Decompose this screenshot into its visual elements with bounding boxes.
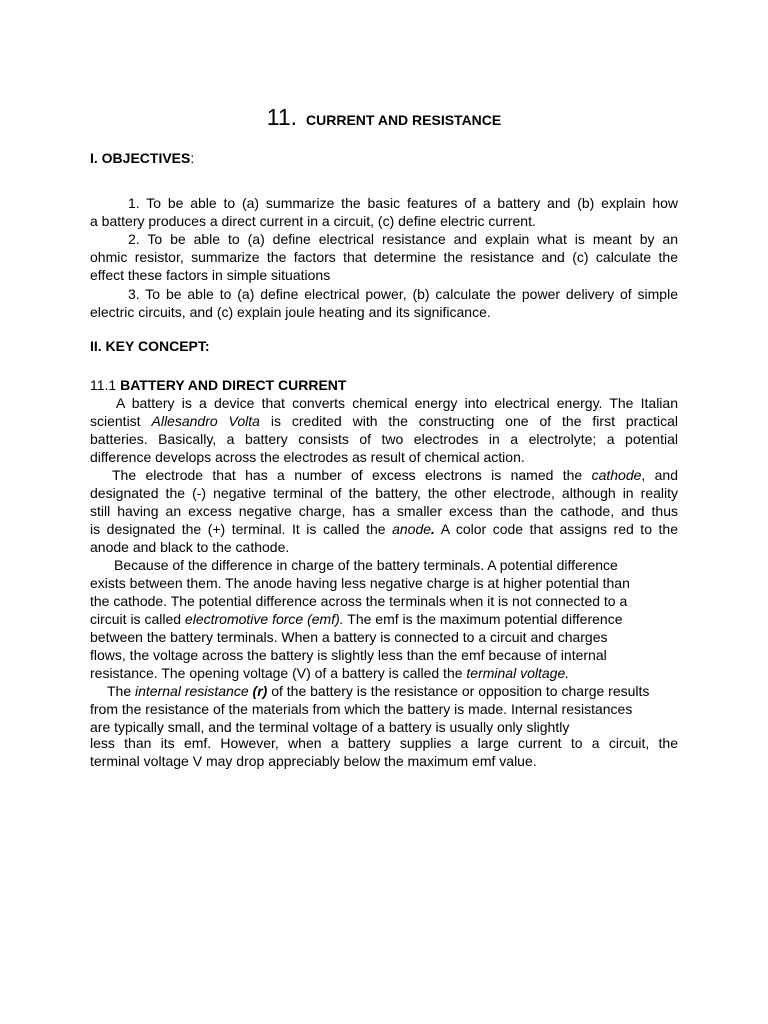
paragraph-line: is designated the (+) terminal. It is called the anode. A color code that assigns red to the	[90, 521, 678, 537]
paragraph-line: exists between them. The anode having less negative charge is at higher potential than	[90, 575, 630, 591]
paragraph-line: Because of the difference in charge of the battery terminals. A potential difference	[114, 557, 618, 573]
paragraph-line: difference develops across the electrodes as result of chemical action.	[90, 449, 525, 465]
objective-line: electric circuits, and (c) explain joule heating and its significance.	[90, 304, 491, 320]
paragraph-line: batteries. Basically, a battery consists of two electrodes in a electrolyte; a potential	[90, 431, 678, 447]
objective-line: a battery produces a direct current in a circuit, (c) define electric current.	[90, 213, 536, 229]
chapter-title-text: CURRENT AND RESISTANCE	[306, 112, 502, 128]
paragraph-line: designated the (-) negative terminal of the battery, the other electrode, although in reality	[90, 485, 678, 501]
chapter-number: 11.	[266, 104, 298, 130]
paragraph-line: anode and black to the cathode.	[90, 539, 290, 555]
paragraph-line: less than its emf. However, when a battery supplies a large current to a circuit, the	[90, 735, 678, 751]
objective-line: ohmic resistor, summarize the factors that determine the resistance and (c) calculate the	[90, 249, 678, 265]
chapter-title	[0, 104, 768, 131]
paragraph-line: still having an excess negative charge, has a smaller excess than the cathode, and thus	[90, 503, 678, 519]
section-heading: 11.1 BATTERY AND DIRECT CURRENT	[90, 377, 347, 393]
paragraph-line: circuit is called electromotive force (emf). The emf is the maximum potential difference	[90, 611, 623, 627]
paragraph-line: resistance. The opening voltage (V) of a battery is called the terminal voltage.	[90, 665, 570, 681]
paragraph-line: the cathode. The potential difference across the terminals when it is not connected to a	[90, 593, 628, 609]
paragraph-line: from the resistance of the materials from which the battery is made. Internal resistances	[90, 701, 633, 717]
paragraph-line: flows, the voltage across the battery is slightly less than the emf because of internal	[90, 647, 607, 663]
paragraph-line: scientist Allesandro Volta is credited with the constructing one of the first practical	[90, 413, 679, 429]
paragraph-line: The internal resistance (r) of the battery is the resistance or opposition to charge results	[107, 683, 650, 699]
paragraph-line: between the battery terminals. When a battery is connected to a circuit and charges	[90, 629, 608, 645]
paragraph-line: terminal voltage V may drop appreciably below the maximum emf value.	[90, 753, 537, 769]
objective-line: 2. To be able to (a) define electrical resistance and explain what is meant by an	[128, 231, 678, 247]
paragraph-line: A battery is a device that converts chemical energy into electrical energy. The Italian	[116, 395, 678, 411]
objective-line: 1. To be able to (a) summarize the basic features of a battery and (b) explain how	[128, 195, 678, 211]
paragraph-line: The electrode that has a number of excess electrons is named the cathode, and	[112, 467, 679, 483]
key-concept-heading: II. KEY CONCEPT:	[90, 338, 210, 354]
objective-line: 3. To be able to (a) define electrical power, (b) calculate the power delivery of simple	[128, 286, 678, 302]
paragraph-line: are typically small, and the terminal voltage of a battery is usually only slightly	[90, 719, 570, 735]
objectives-heading: I. OBJECTIVES:	[90, 150, 195, 166]
objective-line: effect these factors in simple situations	[90, 267, 331, 283]
